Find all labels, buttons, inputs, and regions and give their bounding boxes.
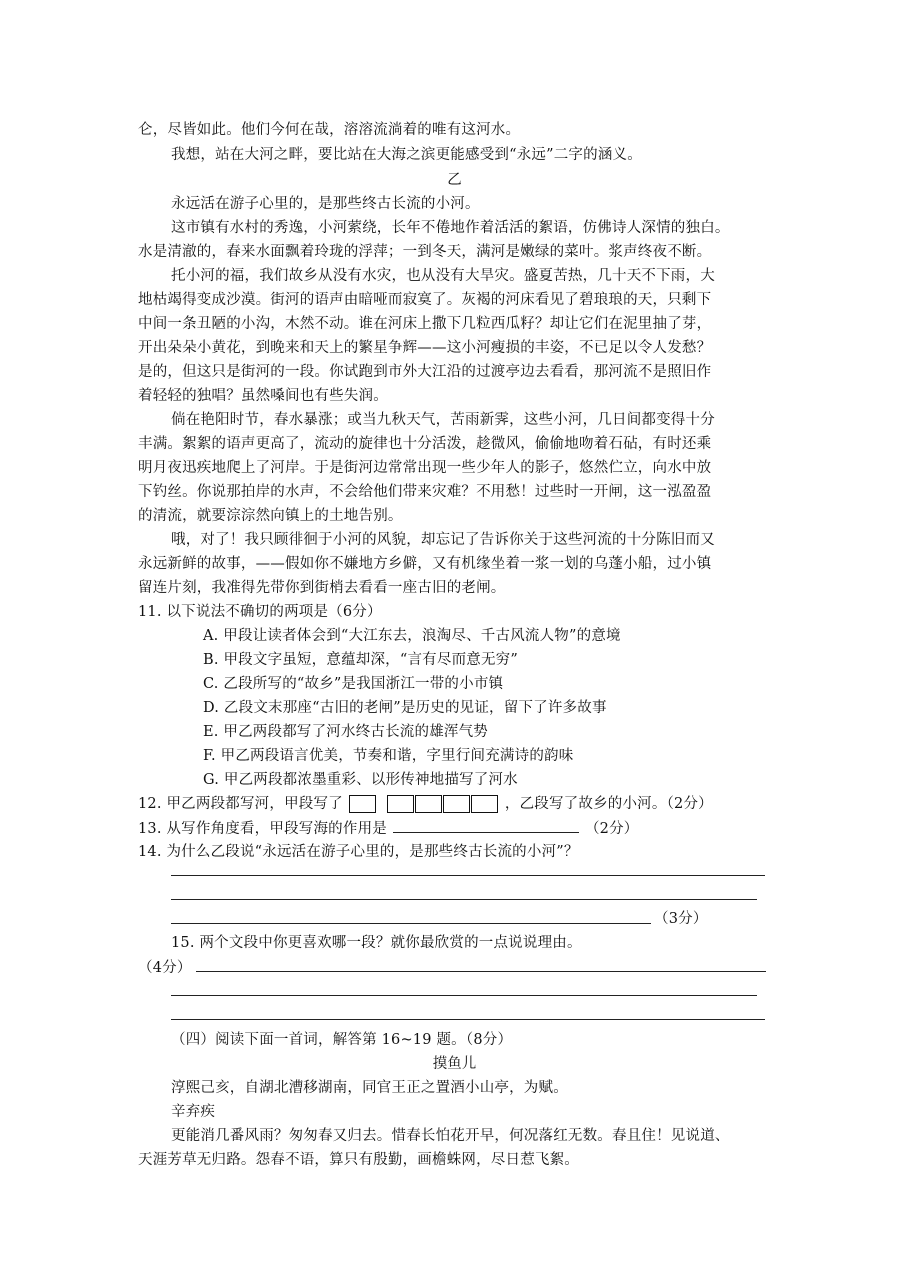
passage-a-line: 仑，尽皆如此。他们今何在哉，溶溶流淌着的唯有这河水。 [138,122,521,138]
passage-b-line: 永远新鲜的故事，——假如你不嫌地方乡僻，又有机缘坐着一浆一划的乌蓬小船，过小镇 [138,556,712,572]
passage-b-line: 下钓丝。你说那拍岸的水声，不会给他们带来灾难？不用愁！过些时一开闸，这一泓盈盈 [138,484,712,500]
poem-author: 辛弃疾 [171,1104,216,1120]
poem-preface: 淳熙己亥，自湖北漕移湖南，同官王正之置酒小山亭，为赋。 [171,1080,568,1096]
passage-b-line: 托小河的福，我们故乡从没有水灾，也从没有大旱灾。盛夏苦热，几十天不下雨，大 [171,268,715,284]
question-11-stem: 11. 以下说法不确切的两项是（6分） [138,604,382,620]
answer-line[interactable] [171,875,765,876]
answer-line[interactable] [196,971,766,972]
passage-b-line: 倘在艳阳时节，春水暴涨；或当九秋天气，苦雨新霁，这些小河，几日间都变得十分 [171,412,715,428]
question-11-option: B. 甲段文字虽短，意蕴却深，“言有尽而意无穷” [203,652,518,668]
question-11-option: E. 甲乙两段都写了河水终古长流的雄浑气势 [203,724,489,740]
answer-box[interactable] [387,795,414,813]
question-14-score: （3分） [654,911,708,927]
passage-b-line: 中间一条丑陋的小沟，木然不动。谁在河床上撒下几粒西瓜籽？却让它们在泥里抽了芽， [138,316,712,332]
section-4-intro: （四）阅读下面一首词，解答第 16~19 题。（8分） [171,1032,513,1048]
passage-b-line: 的清流，就要淙淙然向镇上的土地告别。 [138,508,403,524]
question-13-prefix: 13. 从写作角度看，甲段写海的作用是 [138,821,387,837]
answer-line[interactable] [171,995,757,996]
passage-b-line: 永远活在游子心里的，是那些终古长流的小河。 [171,196,480,212]
question-12-suffix: ，乙段写了故乡的小河。（2分） [504,796,713,812]
answer-boxes [349,795,499,813]
passage-b-line: 开出朵朵小黄花，到晚来和天上的繁星争辉——这小河瘦损的丰姿，不已足以令人发愁？ [138,340,712,356]
answer-line[interactable] [171,1019,765,1020]
passage-a-line: 我想，站在大河之畔，要比站在大海之滨更能感受到“永远”二字的涵义。 [171,147,642,163]
question-11-option: D. 乙段文末那座“古旧的老闸”是历史的见证，留下了许多故事 [203,700,607,716]
poem-line: 天涯芳草无归路。怨春不语，算只有殷勤，画檐蛛网，尽日惹飞絮。 [138,1152,579,1168]
answer-box[interactable] [471,795,498,813]
passage-b-heading: 乙 [447,172,462,188]
question-13-score: （2分） [584,821,639,837]
question-15-score: （4分） [138,960,192,976]
question-11-option: C. 乙段所写的“故乡”是我国浙江一带的小市镇 [203,676,504,692]
passage-b-line: 留连片刻，我准得先带你到街梢去看看一座古旧的老闸。 [138,580,506,596]
passage-b-line: 地枯竭得变成沙漠。街河的语声由暗哑而寂寞了。灰褐的河床看见了碧琅琅的天，只剩下 [138,292,712,308]
answer-line[interactable] [171,899,757,900]
question-12-prefix: 12. 甲乙两段都写河，甲段写了 [138,796,343,812]
answer-box[interactable] [443,795,470,813]
passage-b-line: 水是清澈的，春来水面飘着玲珑的浮萍；一到冬天，满河是嫩绿的菜叶。浆声终夜不断。 [138,244,712,260]
passage-b-line: 是的，但这只是街河的一段。你试跑到市外大江沿的过渡亭边去看看，那河流不是照旧作 [138,364,712,380]
answer-box[interactable] [415,795,442,813]
answer-blank[interactable] [393,818,579,833]
passage-b-line: 哦，对了！我只顾徘徊于小河的风貌，却忘记了告诉你关于这些河流的十分陈旧而又 [171,532,715,548]
passage-b-line: 明月夜迅疾地爬上了河岸。于是街河边常常出现一些少年人的影子，悠然伫立，向水中放 [138,460,712,476]
poem-title: 摸鱼儿 [432,1056,477,1072]
question-11-option: F. 甲乙两段语言优美，节奏和谐，字里行间充满诗的韵味 [203,748,574,764]
poem-line: 更能消几番风雨？匆匆春又归去。惜春长怕花开早，何况落红无数。春且住！见说道、 [171,1128,730,1144]
answer-line[interactable] [171,923,651,924]
question-11-option: A. 甲段让读者体会到“大江东去，浪淘尽、千古风流人物”的意境 [203,628,621,644]
passage-b-line: 这市镇有水村的秀逸，小河萦绕，长年不倦地作着活活的絮语，仿佛诗人深情的独白。 [171,220,730,236]
question-12 [138,794,713,814]
answer-box[interactable] [349,795,376,813]
passage-b-line: 丰满。絮絮的语声更高了，流动的旋律也十分活泼，趁微风，偷偷地吻着石砧，有时还乘 [138,436,712,452]
question-14-stem: 14. 为什么乙段说“永远活在游子心里的，是那些终古长流的小河”？ [138,844,579,860]
question-13 [138,818,639,839]
passage-b-line: 着轻轻的独唱？虽然嗓间也有些失润。 [138,388,388,404]
question-11-option: G. 甲乙两段都浓墨重彩、以形传神地描写了河水 [203,772,518,788]
question-15-stem: 15. 两个文段中你更喜欢哪一段？就你最欣赏的一点说说理由。 [171,935,582,951]
